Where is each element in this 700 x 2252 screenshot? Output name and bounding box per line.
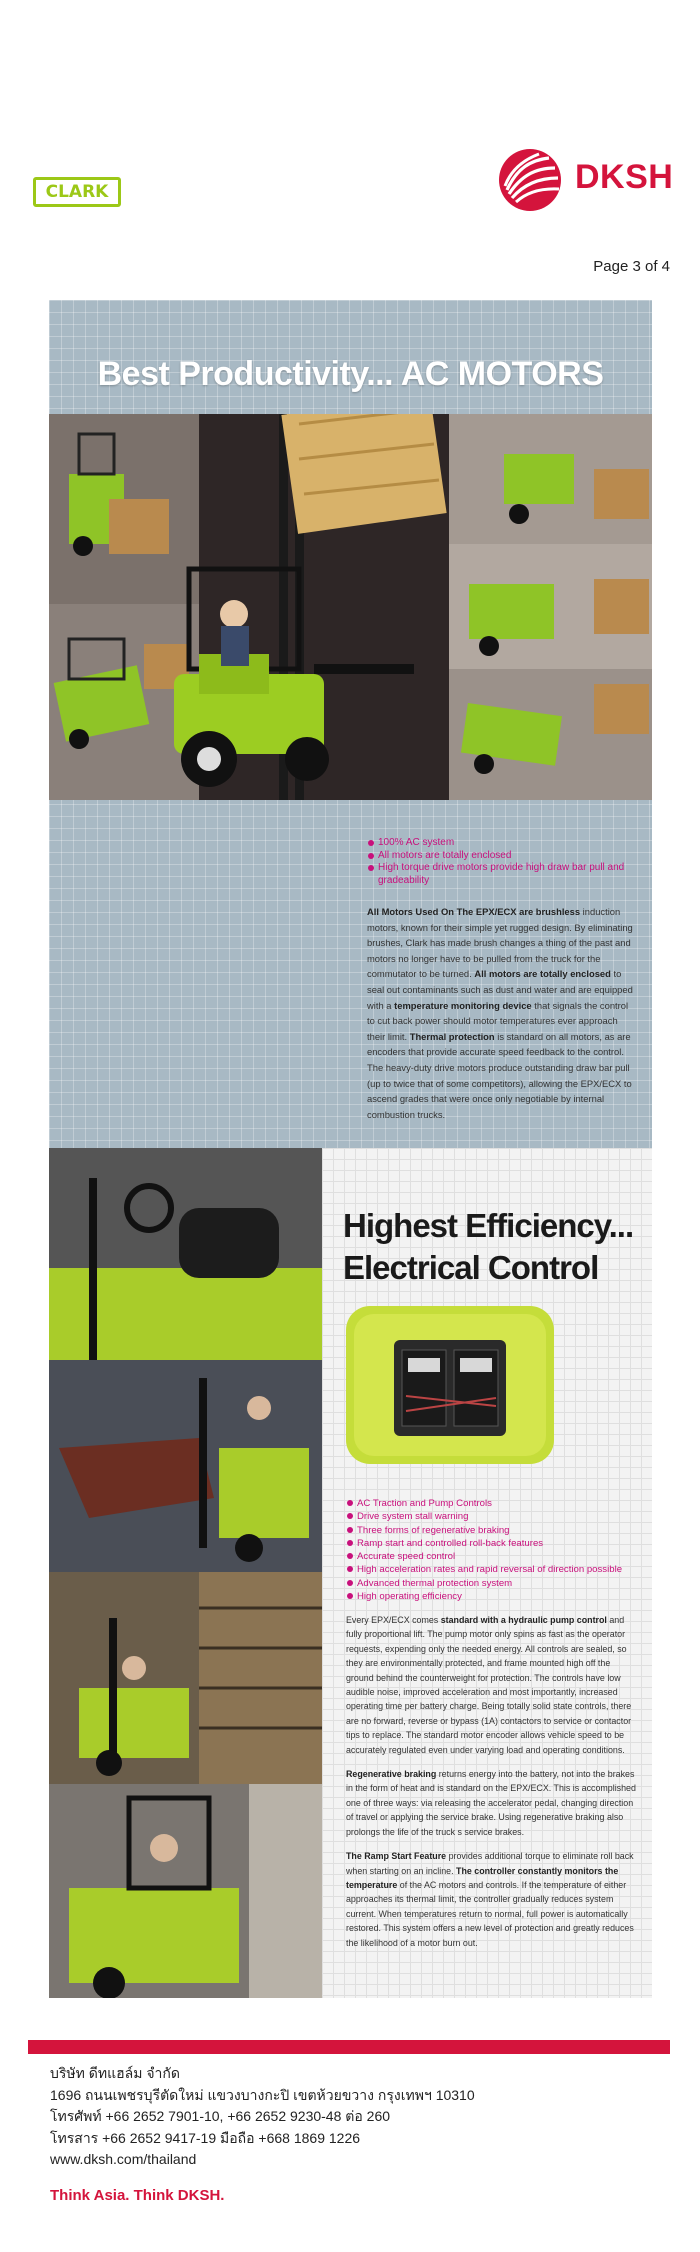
clark-logo-text: CLARK [45,182,109,202]
bold-text: All motors are totally enclosed [474,968,611,980]
regenerative-braking-paragraph [346,1767,636,1839]
electrical-control-description [346,1613,636,1960]
bold-text: Regenerative braking [346,1769,437,1780]
dksh-logo-text: DKSH [575,158,674,196]
dksh-logo [497,146,672,212]
body-text: is standard on all motors, as are encoders that provide accurate speed feedback to the control. The heavy-duty drive motors produce outstanding draw bar pull (up to twice that of some competitors), allowing the EPX/ECX to ascend grades that were once only negotiable by internal combustion trucks. [367,1030,632,1120]
small-forklift-photo-right-middle [449,544,652,669]
footer-divider [28,2040,670,2054]
dksh-tagline: Think Asia. Think DKSH. [50,2187,225,2204]
company-phone: โทรศัพท์ +66 2652 7901-10, +66 2652 9230-48 ต่อ 260 [50,2108,391,2124]
company-address: 1696 ถนนเพชรบุรีตัดใหม่ แขวงบางกะปิ เขตห้วยขวาง กรุงเทพฯ 10310 [50,2086,475,2103]
company-name: บริษัท ดีทแฮล์ม จำกัด [50,2065,180,2081]
bold-text: The Ramp Start Feature [346,1851,447,1862]
body-text: induction motors, known for their simple yet rugged design. By eliminating brushes, Clark has made brush changes a thing of the past and motors no longer have to be pulled from the truck for the commutator to be turned. [367,906,633,980]
company-fax: โทรสาร +66 2652 9417-19 มือถือ +668 1869 1226 [50,2129,361,2146]
section-title-electrical-control [343,1205,633,1289]
list-item: High operating efficiency [346,1590,646,1603]
small-forklift-photo-left-top [49,414,199,604]
list-item: High torque drive motors provide high draw bar pull and gradeability [367,862,637,887]
forklift-seat-photo [49,1148,322,1360]
website-link[interactable]: www.dksh.com/thailand [50,2151,197,2167]
body-text: of the AC motors and controls. If the temperature of either approaches its thermal limit, the controller gradually reduces system current. When temperatures return to normal, full power is automatically restored. This system offers a new level of protection and greatly reduces the likelihood of a motor burn out. [346,1879,634,1948]
list-item: Advanced thermal protection system [346,1577,646,1590]
list-item: 100% AC system [367,837,637,850]
electrical-control-content [322,1148,652,1998]
forklift-dump-hopper-photo [49,1360,322,1572]
body-text: that signals the control to cut back power should motor temperatures ever approach their limit. [367,999,629,1042]
small-forklift-photo-right-top [449,414,652,544]
bold-text: The controller constantly monitors the temperature [346,1865,619,1890]
list-item: Three forms of regenerative braking [346,1524,646,1537]
ac-motors-panel [49,300,652,1148]
list-item: AC Traction and Pump Controls [346,1497,646,1510]
body-text: and fully proportional lift. The pump motor only spins as fast as the operator requests, expending only the needed energy. All controls are sealed, so they are environmentally protected, and frame mounted high off the ground behind the counterweight for protection. The controls have low audible noise, improved acceleration and most importantly, increased operating time per battery charge. Being totally solid state controls, there are no forward, reverse or bypass (1A) contactors to service or contactor tips to replace. The standard motor encoder allows vehicle speed to be accurately regulated even under varying load and operating conditions. [346,1615,632,1755]
list-item: High acceleration rates and rapid reversal of direction possible [346,1563,646,1576]
bold-text: Thermal protection [409,1030,495,1042]
bold-text: temperature monitoring device [394,999,532,1011]
list-item: All motors are totally enclosed [367,850,637,863]
list-item: Ramp start and controlled roll-back features [346,1537,646,1550]
title-line: Electrical Control [343,1249,599,1286]
section-title-ac-motors: Best Productivity... AC MOTORS [97,355,604,393]
electrical-control-bullet-list [346,1497,646,1603]
body-text: to seal out contaminants such as dust and water and are equipped with a [367,968,633,1011]
forklift-warehouse-photo [49,1572,322,1784]
ramp-start-paragraph [346,1849,636,1950]
body-text: Every EPX/ECX comes [346,1615,441,1625]
small-forklift-photo-right-bottom [449,669,652,800]
pump-control-paragraph [346,1613,636,1757]
clark-logo [33,177,121,207]
bold-text: All Motors Used On The EPX/ECX are brushless [367,906,581,917]
ac-motors-description [367,904,637,1131]
page-number: Page 3 of 4 [593,258,670,275]
body-text: provides additional torque to eliminate roll back when starting on an incline. [346,1851,634,1876]
list-item: Accurate speed control [346,1550,646,1563]
electrical-control-panel [49,1148,652,1998]
bold-text: standard with a hydraulic pump control [440,1615,607,1625]
body-text: returns energy into the battery, not into the brakes in the form of heat and is standard on the EPX/ECX. This is accomplished one of three ways: via releasing the accelerator pedal, changing direction of travel or applying the service brake. Using regenerative braking also prolongs the life of the truck s service brakes. [346,1769,636,1837]
forklift-photo-collage [49,414,652,800]
title-line: Highest Efficiency... [343,1207,634,1244]
forklift-rack-photo [49,1784,322,1998]
controller-photo [346,1306,554,1464]
dksh-swirl-icon [497,146,567,212]
forklift-photo-column [49,1148,322,1998]
list-item: Drive system stall warning [346,1510,646,1523]
ac-motors-bullet-list [367,837,637,887]
ac-motors-paragraph [367,904,637,1122]
footer-contact [50,2063,475,2171]
